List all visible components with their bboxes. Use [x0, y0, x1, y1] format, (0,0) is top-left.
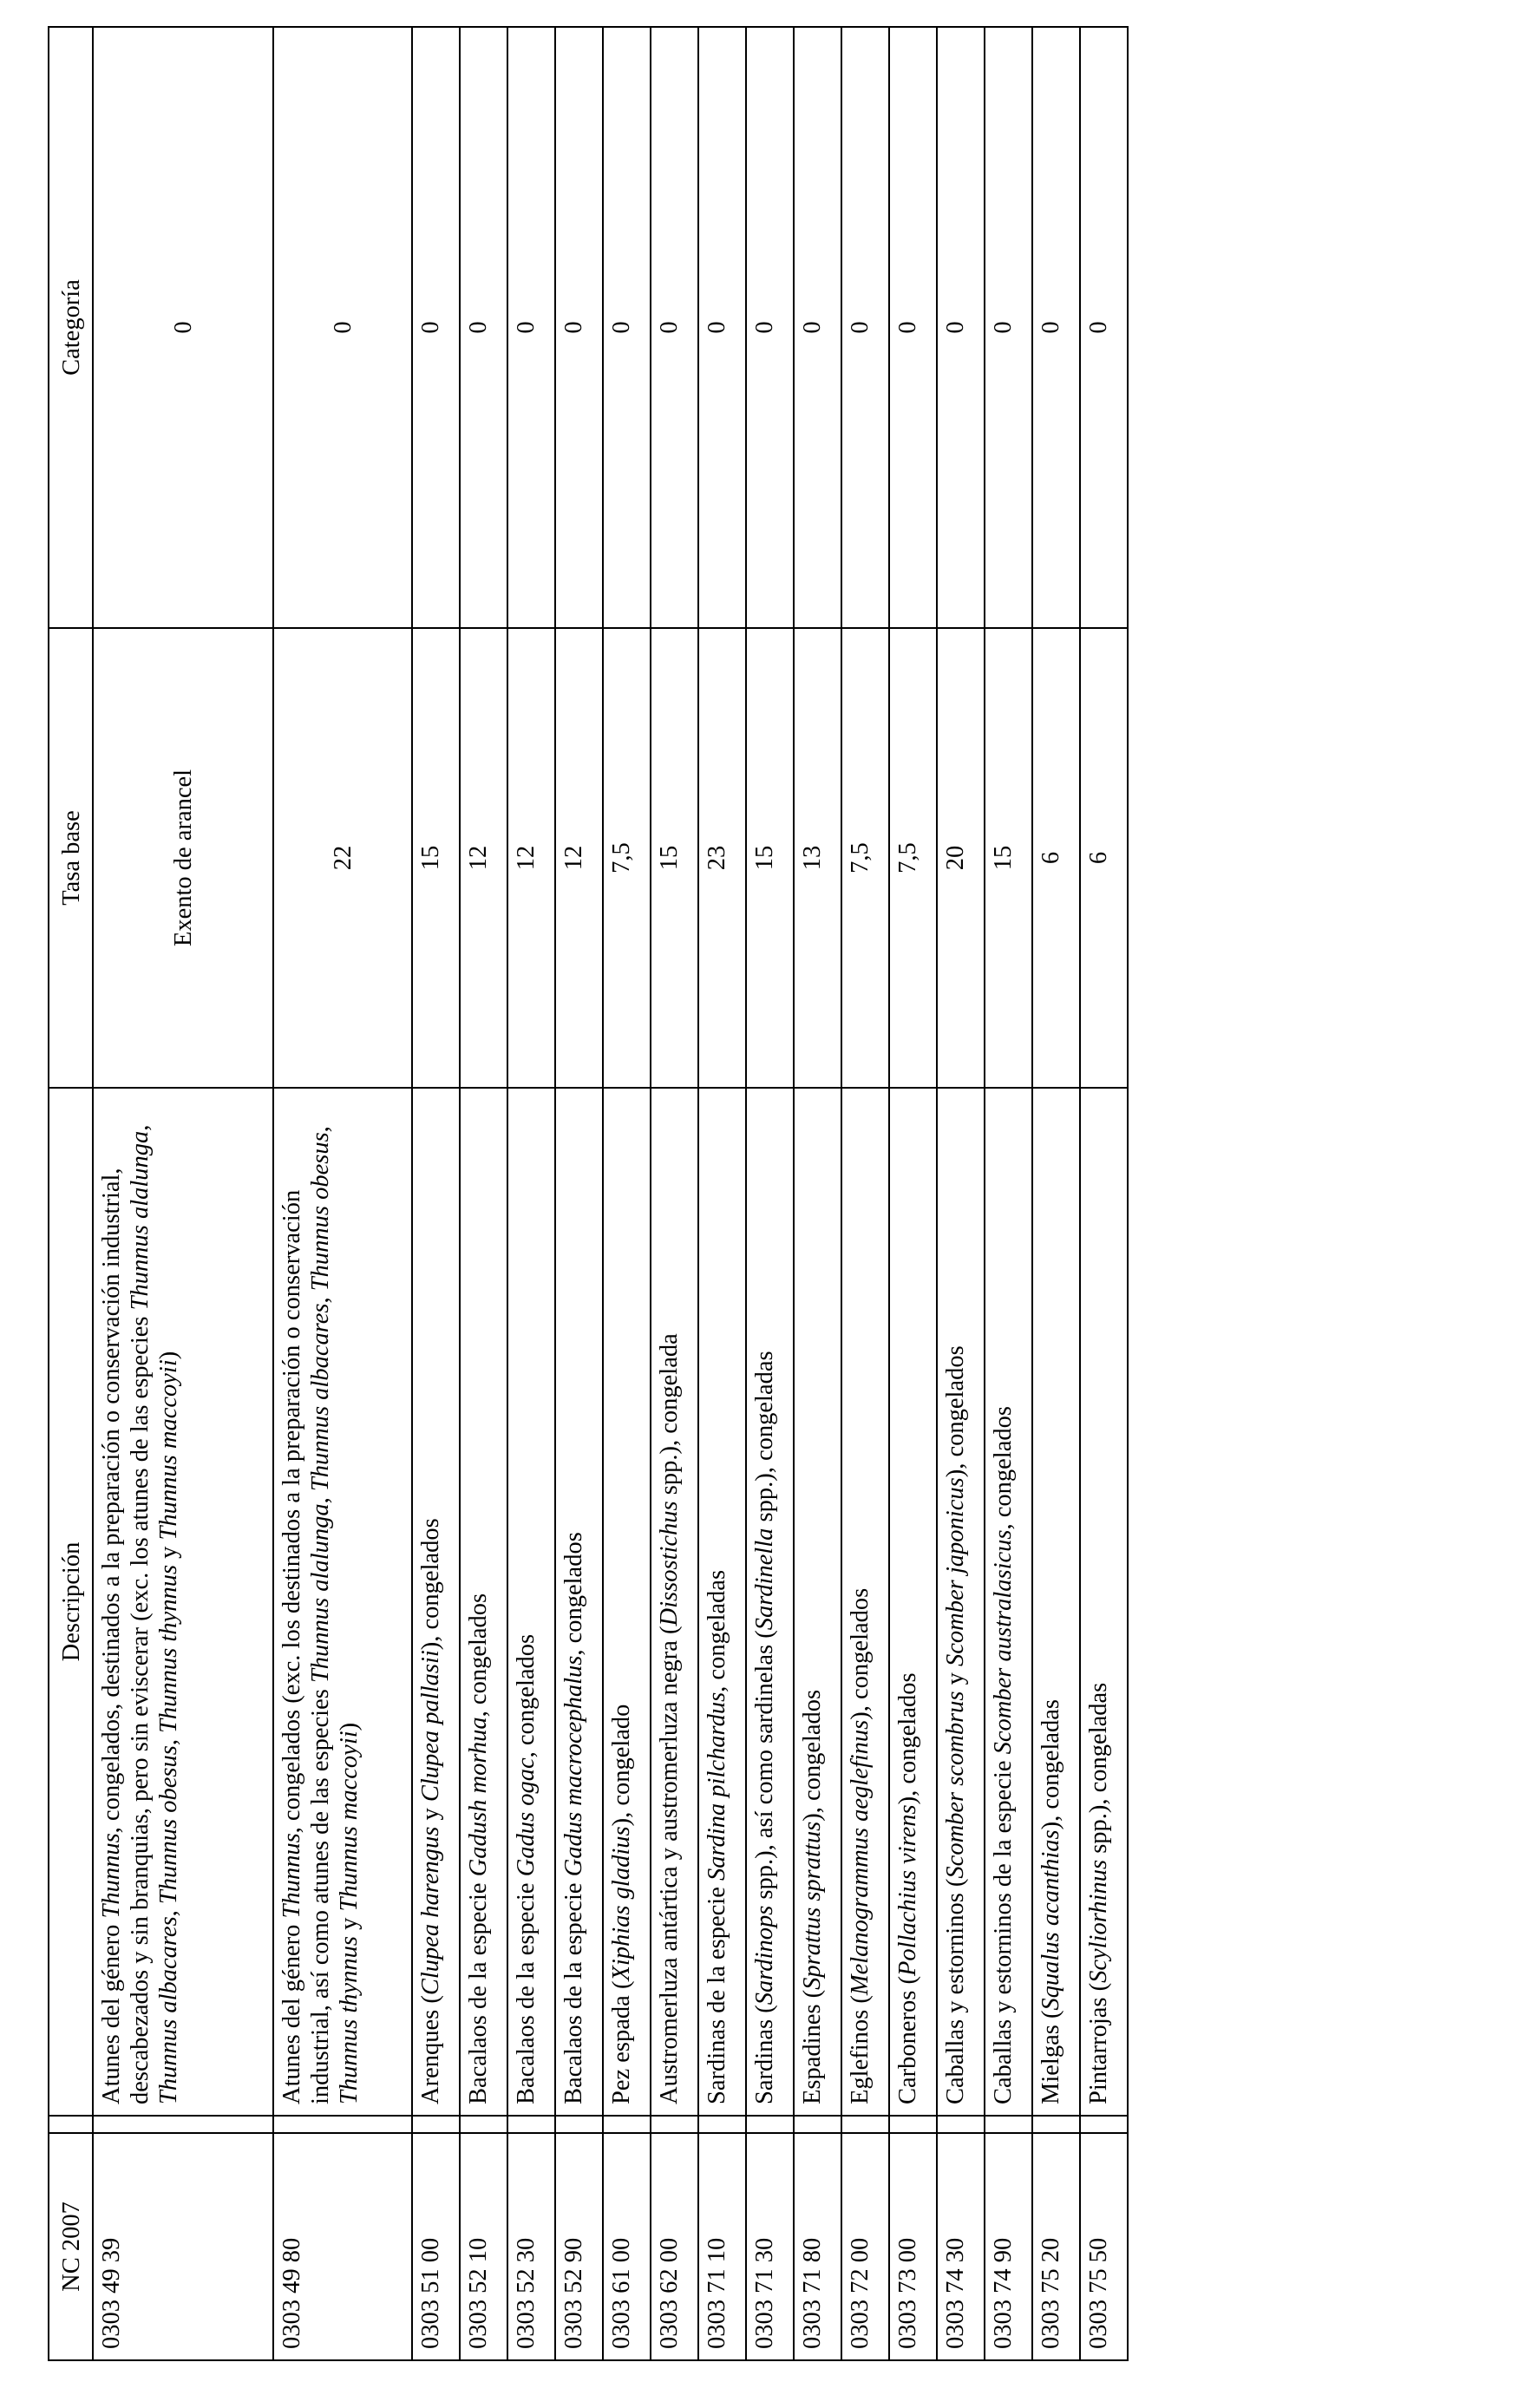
cell-code: 0303 51 00 — [412, 2133, 460, 2360]
species-name: Melanogrammus aeglefinus — [847, 1719, 874, 1996]
header-description: Descripción — [49, 1088, 93, 2116]
cell-description — [273, 1088, 412, 2116]
description-text: y — [336, 1911, 363, 1937]
cell-code: 0303 74 30 — [937, 2133, 985, 2360]
description-text: y — [417, 1802, 444, 1827]
header-code: NC 2007 — [49, 2133, 93, 2360]
table-row — [412, 27, 460, 2360]
cell-code: 0303 72 00 — [841, 2133, 889, 2360]
description-text: , — [307, 1126, 334, 1133]
cell-description — [412, 1088, 460, 2116]
cell-category: 0 — [651, 27, 698, 628]
species-name: Thunnus alalunga — [307, 1503, 334, 1684]
description-text: ), congelado — [608, 1704, 635, 1827]
cell-description — [555, 1088, 603, 2116]
table-row — [651, 27, 698, 2360]
cell-category: 0 — [507, 27, 555, 628]
table-row — [93, 27, 273, 2360]
description-text: , — [155, 1904, 182, 1917]
cell-description — [698, 1088, 746, 2116]
cell-code: 0303 74 90 — [985, 2133, 1032, 2360]
cell-spacer — [412, 2116, 460, 2133]
cell-category: 0 — [698, 27, 746, 628]
description-text: Carboneros ( — [894, 1976, 921, 2104]
species-name: Thunnus maccoyii — [336, 1731, 363, 1912]
species-name: Thunnus obesus — [307, 1132, 334, 1292]
species-name: Thunnus — [98, 1833, 125, 1919]
species-name: Thunnus maccoyii — [155, 1359, 182, 1541]
header-category: Categoría — [49, 27, 93, 628]
cell-category: 0 — [889, 27, 937, 628]
cell-description — [1032, 1088, 1080, 2116]
description-text: spp.), congelada — [656, 1333, 683, 1502]
table-row — [273, 27, 412, 2360]
cell-spacer — [841, 2116, 889, 2133]
species-name: Xiphias gladius — [608, 1826, 635, 1981]
cell-base-rate: 15 — [412, 628, 460, 1088]
description-text: Bacalaos de la especie — [465, 1876, 492, 2104]
cell-category: 0 — [412, 27, 460, 628]
description-text: y — [942, 1665, 969, 1691]
cell-spacer — [460, 2116, 507, 2133]
description-text: ), congelados — [417, 1518, 444, 1651]
cell-code: 0303 52 30 — [507, 2133, 555, 2360]
species-name: Pollachius virens — [894, 1804, 921, 1976]
cell-category: 0 — [555, 27, 603, 628]
cell-description — [985, 1088, 1032, 2116]
cell-base-rate: 15 — [746, 628, 794, 1088]
cell-description — [889, 1088, 937, 2116]
species-name: Gadus ogac — [513, 1757, 540, 1877]
cell-code: 0303 52 10 — [460, 2133, 507, 2360]
description-text: , — [155, 1732, 182, 1746]
table-body — [93, 27, 1128, 2360]
cell-base-rate: 6 — [1032, 628, 1080, 1088]
description-text: , congeladas — [704, 1569, 730, 1692]
cell-description — [603, 1088, 651, 2116]
table-row — [889, 27, 937, 2360]
cell-spacer — [651, 2116, 698, 2133]
description-text: ), congelados — [942, 1345, 969, 1478]
cell-spacer — [1032, 2116, 1080, 2133]
species-name: Scyliorhinus — [1085, 1859, 1112, 1983]
cell-code: 0303 75 20 — [1032, 2133, 1080, 2360]
species-name: Thunnus albacares — [155, 1916, 182, 2104]
cell-base-rate: 12 — [460, 628, 507, 1088]
cell-spacer — [698, 2116, 746, 2133]
cell-description — [794, 1088, 841, 2116]
description-text: Sardinas de la especie — [704, 1881, 730, 2104]
description-text: Austromerluza antártica y austromerluza negra ( — [656, 1626, 683, 2104]
cell-spacer — [985, 2116, 1032, 2133]
description-text: , congelados — [560, 1532, 587, 1656]
cell-base-rate: 13 — [794, 628, 841, 1088]
cell-code: 0303 71 10 — [698, 2133, 746, 2360]
cell-base-rate: Exento de arancel — [93, 628, 273, 1088]
description-text: , congelados — [990, 1406, 1017, 1530]
description-text: ) — [336, 1722, 363, 1731]
table-row — [1032, 27, 1080, 2360]
cell-base-rate: 15 — [985, 628, 1032, 1088]
cell-base-rate: 7,5 — [889, 628, 937, 1088]
description-text: Arenques ( — [417, 1995, 444, 2104]
cell-base-rate: 23 — [698, 628, 746, 1088]
cell-code: 0303 62 00 — [651, 2133, 698, 2360]
description-text: , congelados, destinados a la preparación o conservación industrial, descabezados y sin branquias, pero sin eviscerar (exc. los atunes de las especies — [98, 1168, 154, 2104]
cell-description — [651, 1088, 698, 2116]
cell-code: 0303 49 80 — [273, 2133, 412, 2360]
species-name: Thunnus alalunga — [127, 1130, 154, 1311]
cell-code: 0303 61 00 — [603, 2133, 651, 2360]
species-name: Sprattus sprattus — [799, 1821, 826, 1990]
description-text: Bacalaos de la especie — [513, 1876, 540, 2104]
species-name: Thunnus thynnus — [155, 1564, 182, 1733]
cell-code: 0303 73 00 — [889, 2133, 937, 2360]
cell-spacer — [555, 2116, 603, 2133]
description-text: , congelados — [513, 1633, 540, 1758]
cell-description — [841, 1088, 889, 2116]
rotated-page — [48, 28, 1132, 2361]
species-name: Squalus acanthias — [1037, 1829, 1064, 2011]
cell-spacer — [507, 2116, 555, 2133]
species-name: Sardina pilchardus — [704, 1691, 730, 1881]
cell-category: 0 — [985, 27, 1032, 628]
description-text: ), congelados — [799, 1689, 826, 1822]
description-text: ), congelados — [894, 1672, 921, 1805]
cell-category: 0 — [1080, 27, 1128, 628]
cell-spacer — [603, 2116, 651, 2133]
cell-spacer — [889, 2116, 937, 2133]
cell-description — [460, 1088, 507, 2116]
cell-code: 0303 75 50 — [1080, 2133, 1128, 2360]
cell-category: 0 — [460, 27, 507, 628]
cell-base-rate: 7,5 — [841, 628, 889, 1088]
cell-base-rate: 22 — [273, 628, 412, 1088]
species-name: Clupea pallasii — [417, 1650, 444, 1803]
description-text: ), congeladas — [1037, 1698, 1064, 1830]
species-name: Dissostichus — [656, 1501, 683, 1626]
cell-spacer — [746, 2116, 794, 2133]
cell-code: 0303 71 30 — [746, 2133, 794, 2360]
cell-category: 0 — [1032, 27, 1080, 628]
cell-category: 0 — [603, 27, 651, 628]
description-text: ) — [155, 1351, 182, 1360]
description-text: Mielgas ( — [1037, 2010, 1064, 2104]
description-text: Atunes del género — [98, 1918, 125, 2104]
cell-category: 0 — [794, 27, 841, 628]
table-row — [841, 27, 889, 2360]
description-text: Caballas y estorninos de la especie — [990, 1754, 1017, 2104]
cell-spacer — [1080, 2116, 1128, 2133]
description-text: Pintarrojas ( — [1085, 1982, 1112, 2104]
cell-description — [507, 1088, 555, 2116]
cell-category: 0 — [93, 27, 273, 628]
species-name: Sardinella — [751, 1528, 778, 1631]
cell-base-rate: 20 — [937, 628, 985, 1088]
table-row — [698, 27, 746, 2360]
description-text: Espadines ( — [799, 1989, 826, 2104]
cell-category: 0 — [746, 27, 794, 628]
cell-description — [746, 1088, 794, 2116]
description-text: y — [155, 1540, 182, 1565]
description-text: , — [307, 1291, 334, 1304]
cell-spacer — [794, 2116, 841, 2133]
cell-category: 0 — [841, 27, 889, 628]
cell-base-rate: 12 — [555, 628, 603, 1088]
description-text: Sardinas ( — [751, 2005, 778, 2104]
cell-category: 0 — [273, 27, 412, 628]
table-row — [603, 27, 651, 2360]
cell-base-rate: 7,5 — [603, 628, 651, 1088]
species-name: Scomber australasicus — [990, 1529, 1017, 1755]
cell-spacer — [937, 2116, 985, 2133]
table-row — [937, 27, 985, 2360]
species-name: Thunnus thynnus — [336, 1936, 363, 2104]
table-row — [507, 27, 555, 2360]
species-name: Thunnus obesus — [155, 1745, 182, 1905]
cell-category: 0 — [937, 27, 985, 628]
description-text: , — [307, 1491, 334, 1504]
cell-spacer — [273, 2116, 412, 2133]
description-text: spp.), congeladas — [751, 1351, 778, 1528]
table-row — [985, 27, 1032, 2360]
species-name: Thunnus — [278, 1833, 305, 1919]
description-text: Pez espada ( — [608, 1980, 635, 2104]
cell-description — [937, 1088, 985, 2116]
table-row — [460, 27, 507, 2360]
description-text: Eglefinos ( — [847, 1995, 874, 2104]
cell-spacer — [93, 2116, 273, 2133]
description-text: Bacalaos de la especie — [560, 1876, 587, 2104]
table-row — [794, 27, 841, 2360]
species-name: Thunnus albacares — [307, 1303, 334, 1492]
species-name: Scomber scombrus — [942, 1691, 969, 1879]
cell-base-rate: 6 — [1080, 628, 1128, 1088]
cell-code: 0303 49 39 — [93, 2133, 273, 2360]
description-text: ), congelados — [847, 1587, 874, 1720]
header-rate: Tasa base — [49, 628, 93, 1088]
description-text: Atunes del género — [278, 1918, 305, 2104]
species-name: Clupea harengus — [417, 1826, 444, 1996]
cell-description — [93, 1088, 273, 2116]
table-row — [555, 27, 603, 2360]
cell-code: 0303 71 80 — [794, 2133, 841, 2360]
table-header-row — [49, 27, 93, 2360]
description-text: , congelados — [465, 1593, 492, 1718]
description-text: , — [127, 1124, 154, 1131]
cell-description — [1080, 1088, 1128, 2116]
table-row — [746, 27, 794, 2360]
cell-base-rate: 12 — [507, 628, 555, 1088]
table-row — [1080, 27, 1128, 2360]
species-name: Gadus macrocephalus — [560, 1655, 587, 1877]
cell-code: 0303 52 90 — [555, 2133, 603, 2360]
description-text: spp.), así como sardinelas ( — [751, 1630, 778, 1906]
tariff-table — [48, 26, 1129, 2361]
description-text: Caballas y estorninos ( — [942, 1878, 969, 2104]
description-text: , congelados (exc. los destinados a la preparación o conservación industrial, así como atunes de las especies — [278, 1189, 334, 2104]
species-name: Gadush morhua — [465, 1717, 492, 1877]
header-spacer — [49, 2116, 93, 2133]
species-name: Sardinops — [751, 1905, 778, 2006]
description-text: spp.), congeladas — [1085, 1682, 1112, 1860]
species-name: Scomber japonicus — [942, 1477, 969, 1666]
cell-base-rate: 15 — [651, 628, 698, 1088]
